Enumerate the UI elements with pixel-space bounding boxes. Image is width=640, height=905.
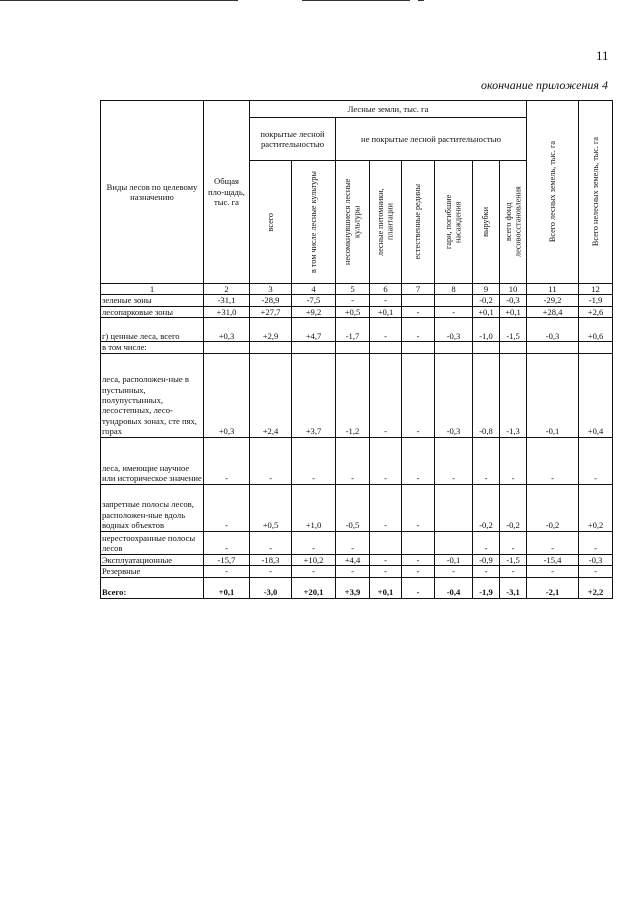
- row-label: Всего:: [101, 577, 204, 598]
- table-cell: -0,1: [435, 554, 473, 565]
- table-cell: +2,2: [579, 577, 613, 598]
- table-cell: -: [527, 437, 579, 484]
- table-cell: -: [336, 566, 370, 577]
- column-number: 8: [435, 284, 473, 295]
- table-cell: +0,1: [370, 577, 402, 598]
- row-label: нерестоохранные полосы лесов: [101, 531, 204, 554]
- table-cell: +9,2: [292, 306, 336, 317]
- row-label: Резервные: [101, 566, 204, 577]
- header-cuttings: вырубки: [473, 161, 500, 284]
- header-nurseries: лесные питомники, плантации: [370, 161, 402, 284]
- table-cell: [292, 342, 336, 353]
- table-cell: -: [435, 437, 473, 484]
- table-cell: -3,0: [250, 577, 292, 598]
- table-row: [101, 531, 613, 554]
- table-cell: [250, 342, 292, 353]
- table-cell: -: [204, 531, 250, 554]
- table-cell: -: [402, 353, 435, 437]
- table-cell: [473, 342, 500, 353]
- table-cell: +0,5: [336, 306, 370, 317]
- table-row: [101, 295, 613, 306]
- table-cell: [370, 531, 402, 554]
- table-cell: +31,0: [204, 306, 250, 317]
- table-cell: -: [500, 531, 527, 554]
- table-cell: -: [370, 295, 402, 306]
- table-cell: -: [336, 295, 370, 306]
- table-row: [101, 318, 613, 342]
- table-cell: -: [579, 531, 613, 554]
- table-cell: -: [250, 531, 292, 554]
- table-cell: +0,1: [473, 306, 500, 317]
- table-row: [101, 306, 613, 317]
- table-cell: -0,2: [500, 484, 527, 531]
- table-cell: -1,0: [473, 318, 500, 342]
- table-cell: -0,3: [435, 353, 473, 437]
- table-body: [101, 295, 613, 598]
- row-label: Эксплуатационные: [101, 554, 204, 565]
- table-header: [101, 101, 613, 284]
- table-cell: +28,4: [527, 306, 579, 317]
- table-cell: -: [579, 566, 613, 577]
- table-cell: -: [579, 437, 613, 484]
- table-cell: [336, 342, 370, 353]
- table-cell: +0,4: [579, 353, 613, 437]
- table-cell: -0,4: [435, 577, 473, 598]
- header-covered-total: всего: [250, 161, 292, 284]
- table-cell: -0,8: [473, 353, 500, 437]
- column-number: 5: [336, 284, 370, 295]
- header-total-nonforest-lands: Всего нелесных земель, тыс. га: [579, 101, 613, 284]
- table-cell: -: [527, 531, 579, 554]
- table-cell: -3,1: [500, 577, 527, 598]
- row-label: запретные полосы лесов, расположен-ные вдоль водных объектов: [101, 484, 204, 531]
- table-cell: -: [292, 531, 336, 554]
- table-cell: -: [204, 437, 250, 484]
- table-cell: -0,9: [473, 554, 500, 565]
- table-cell: +20,1: [292, 577, 336, 598]
- table-cell: -: [402, 318, 435, 342]
- table-cell: [204, 342, 250, 353]
- column-number: 2: [204, 284, 250, 295]
- table-cell: -0,2: [527, 484, 579, 531]
- table-cell: -: [435, 306, 473, 317]
- table-cell: -: [527, 566, 579, 577]
- table-cell: -: [500, 437, 527, 484]
- table-row: [101, 566, 613, 577]
- table-cell: +0,1: [500, 306, 527, 317]
- table-cell: +0,1: [204, 577, 250, 598]
- table-cell: -: [500, 566, 527, 577]
- column-number: 4: [292, 284, 336, 295]
- table-cell: -29,2: [527, 295, 579, 306]
- table-row: [101, 437, 613, 484]
- table-cell: [500, 342, 527, 353]
- table-cell: -: [473, 437, 500, 484]
- table-cell: -: [402, 484, 435, 531]
- column-number-row: [101, 284, 613, 295]
- table-cell: [370, 342, 402, 353]
- table-cell: +2,4: [250, 353, 292, 437]
- table-cell: +0,1: [370, 306, 402, 317]
- table-cell: -15,7: [204, 554, 250, 565]
- header-forest-type: Виды лесов по целевому назначению: [101, 101, 204, 284]
- header-unclosed-cultures: несомкнувшиеся лесные культуры: [336, 161, 370, 284]
- row-label: леса, имеющие научное или историческое значение: [101, 437, 204, 484]
- row-label: зеленые зоны: [101, 295, 204, 306]
- table-cell: +0,5: [250, 484, 292, 531]
- table-cell: [402, 531, 435, 554]
- table-cell: +3,9: [336, 577, 370, 598]
- table-row: [101, 353, 613, 437]
- table-cell: -: [336, 531, 370, 554]
- table-cell: +2,6: [579, 306, 613, 317]
- table-cell: -: [370, 437, 402, 484]
- table-cell: +10,2: [292, 554, 336, 565]
- table-cell: -: [370, 318, 402, 342]
- table-cell: -: [204, 566, 250, 577]
- table-row: [101, 554, 613, 565]
- column-number: 7: [402, 284, 435, 295]
- table-cell: [435, 484, 473, 531]
- table-cell: +4,7: [292, 318, 336, 342]
- header-natural-sparse: естественные редины: [402, 161, 435, 284]
- table-cell: -: [336, 437, 370, 484]
- table-cell: [435, 531, 473, 554]
- header-burnt: гари, погибшие насаждения: [435, 161, 473, 284]
- table-cell: -0,3: [527, 318, 579, 342]
- table-cell: [402, 342, 435, 353]
- column-number: 1: [101, 284, 204, 295]
- column-number: 11: [527, 284, 579, 295]
- table-cell: -0,2: [473, 484, 500, 531]
- table-cell: -: [250, 437, 292, 484]
- table-cell: +27,7: [250, 306, 292, 317]
- table-cell: -2,1: [527, 577, 579, 598]
- table-cell: [402, 295, 435, 306]
- table-cell: -1,5: [500, 554, 527, 565]
- table-cell: -: [435, 566, 473, 577]
- header-not-covered: не покрытые лесной растительностью: [336, 118, 527, 161]
- header-covered-cultures: в том числе лесные культуры: [292, 161, 336, 284]
- row-label: в том числе:: [101, 342, 204, 353]
- table-cell: +0,2: [579, 484, 613, 531]
- table-cell: -: [370, 554, 402, 565]
- table-cell: -: [292, 437, 336, 484]
- table-cell: -: [402, 577, 435, 598]
- table-cell: -: [370, 353, 402, 437]
- column-number: 3: [250, 284, 292, 295]
- header-total-fund: всего фонд лесовосстановления: [500, 161, 527, 284]
- table-cell: -0,2: [473, 295, 500, 306]
- table-cell: -7,5: [292, 295, 336, 306]
- table-cell: -0,1: [527, 353, 579, 437]
- table-cell: +1,0: [292, 484, 336, 531]
- forest-lands-table: [100, 100, 613, 599]
- table-cell: -1,9: [579, 295, 613, 306]
- table-cell: +4,4: [336, 554, 370, 565]
- table-cell: [579, 342, 613, 353]
- table-cell: -31,1: [204, 295, 250, 306]
- row-label: г) ценные леса, всего: [101, 318, 204, 342]
- page-number: 11: [596, 48, 609, 63]
- table-cell: +3,7: [292, 353, 336, 437]
- table-cell: +0,3: [204, 353, 250, 437]
- header-total-forest-lands: Всего лесных земель, тыс. га: [527, 101, 579, 284]
- table-cell: -1,3: [500, 353, 527, 437]
- table-cell: -: [402, 306, 435, 317]
- table-row: [101, 484, 613, 531]
- table-cell: [435, 295, 473, 306]
- table-cell: -: [402, 554, 435, 565]
- table-cell: +2,9: [250, 318, 292, 342]
- table-row: [101, 577, 613, 598]
- appendix-caption: окончание приложения 4: [480, 78, 608, 92]
- header-forest-lands: Лесные земли, тыс. га: [250, 101, 527, 118]
- table-cell: +0,3: [204, 318, 250, 342]
- column-number: 10: [500, 284, 527, 295]
- table-cell: -0,3: [579, 554, 613, 565]
- table-cell: -1,5: [500, 318, 527, 342]
- table-cell: -1,7: [336, 318, 370, 342]
- header-total-area: Общая пло-щадь, тыс. га: [204, 101, 250, 284]
- table-cell: -: [402, 437, 435, 484]
- table-cell: -: [402, 566, 435, 577]
- table-row: [101, 342, 613, 353]
- table-cell: -: [292, 566, 336, 577]
- table-cell: -: [473, 531, 500, 554]
- table-cell: -: [370, 484, 402, 531]
- column-number: 6: [370, 284, 402, 295]
- table-cell: -28,9: [250, 295, 292, 306]
- table-cell: -18,3: [250, 554, 292, 565]
- table-cell: -1,9: [473, 577, 500, 598]
- table-cell: -0,3: [500, 295, 527, 306]
- table-cell: -1,2: [336, 353, 370, 437]
- table-cell: -: [370, 566, 402, 577]
- table-cell: [527, 342, 579, 353]
- table-cell: -0,5: [336, 484, 370, 531]
- header-covered: покрытые лесной растительностью: [250, 118, 336, 161]
- row-label: лесопарковые зоны: [101, 306, 204, 317]
- table-cell: -15,4: [527, 554, 579, 565]
- scan-top-edge: [0, 0, 640, 3]
- table-cell: -: [204, 484, 250, 531]
- table-cell: -0,3: [435, 318, 473, 342]
- table-cell: +0,6: [579, 318, 613, 342]
- row-label: леса, расположен-ные в пустынных, полупустынных, лесостепных, лесо-тундровых зонах, сте пях, горах: [101, 353, 204, 437]
- table-cell: -: [473, 566, 500, 577]
- column-number: 9: [473, 284, 500, 295]
- column-number: 12: [579, 284, 613, 295]
- table-cell: -: [250, 566, 292, 577]
- table-cell: [435, 342, 473, 353]
